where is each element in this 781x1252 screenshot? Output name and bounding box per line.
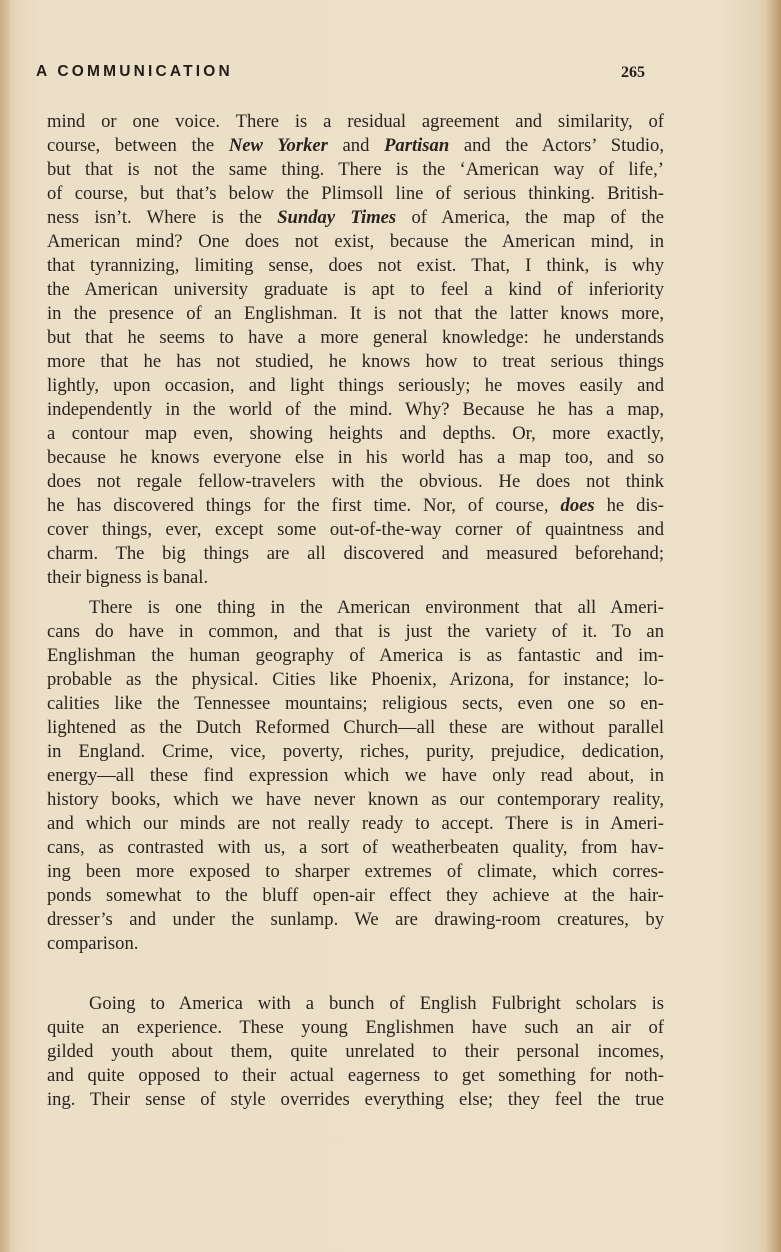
text-line: in the presence of an Englishman. It is not that the latter knows more, (47, 303, 664, 324)
text-line: dresser’s and under the sunlamp. We are drawing-room creatures, by (47, 909, 664, 930)
text-line: ness isn’t. Where is the Sunday Times of America, the map of the (47, 207, 664, 228)
text-line: probable as the physical. Cities like Phoenix, Arizona, for instance; lo- (47, 669, 664, 690)
text-line: more that he has not studied, he knows how to treat serious things (47, 351, 664, 372)
text-line: American mind? One does not exist, because the American mind, in (47, 231, 664, 252)
text-line: independently in the world of the mind. Why? Because he has a map, (47, 399, 664, 420)
text-line: There is one thing in the American environment that all Ameri- (89, 597, 664, 618)
text-line: but that he seems to have a more general knowledge: he understands (47, 327, 664, 348)
text-line: calities like the Tennessee mountains; religious sects, even one so en- (47, 693, 664, 714)
text-line: comparison. (47, 933, 139, 954)
page-number: 265 (621, 64, 645, 81)
italic-title: New Yorker (228, 135, 328, 156)
text-line: and quite opposed to their actual eagerness to get something for noth- (47, 1065, 664, 1086)
text-line: a contour map even, showing heights and depths. Or, more exactly, (47, 423, 664, 444)
text-line: their bigness is banal. (47, 567, 209, 588)
text-line: cans, as contrasted with us, a sort of weatherbeaten quality, from hav- (47, 837, 664, 858)
text-line: energy—all these find expression which we have only read about, in (47, 765, 664, 786)
page-right-edge (767, 0, 781, 1252)
text-line: cover things, ever, except some out-of-the-way corner of quaintness and (47, 519, 664, 540)
text-line: course, between the New Yorker and Partisan and the Actors’ Studio, (47, 135, 664, 156)
text-line: lightened as the Dutch Reformed Church—all these are without parallel (47, 717, 664, 738)
text-line: charm. The big things are all discovered and measured beforehand; (47, 543, 664, 564)
running-title: A COMMUNICATION (36, 63, 233, 80)
text-line: quite an experience. These young Englishmen have such an air of (47, 1017, 664, 1038)
text-line: the American university graduate is apt to feel a kind of inferiority (47, 279, 664, 300)
text-line: ponds somewhat to the bluff open-air effect they achieve at the hair- (47, 885, 664, 906)
text-line: ing. Their sense of style overrides everything else; they feel the true (47, 1089, 664, 1110)
text-line: cans do have in common, and that is just the variety of it. To an (47, 621, 664, 642)
text-line: ing been more exposed to sharper extremes of climate, which corres- (47, 861, 664, 882)
text-line: does not regale fellow-travelers with the obvious. He does not think (47, 471, 664, 492)
italic-emphasis: does (560, 495, 595, 516)
text-line: lightly, upon occasion, and light things seriously; he moves easily and (47, 375, 664, 396)
italic-title: Sunday Times (277, 207, 397, 228)
text-line: he has discovered things for the first time. Nor, of course, does he dis- (47, 495, 664, 516)
text-line: mind or one voice. There is a residual agreement and similarity, of (47, 111, 664, 132)
text-line: Englishman the human geography of America is as fantastic and im- (47, 645, 664, 666)
text-line: of course, but that’s below the Plimsoll line of serious thinking. British- (47, 183, 664, 204)
text-line: history books, which we have never known as our contemporary reality, (47, 789, 664, 810)
text-line: and which our minds are not really ready to accept. There is in Ameri- (47, 813, 664, 834)
text-line: but that is not the same thing. There is the ‘American way of life,’ (47, 159, 664, 180)
italic-title: Partisan (384, 135, 450, 156)
text-line: because he knows everyone else in his world has a map too, and so (47, 447, 664, 468)
text-line: gilded youth about them, quite unrelated to their personal incomes, (47, 1041, 664, 1062)
text-line: Going to America with a bunch of English Fulbright scholars is (89, 993, 664, 1014)
text-line: that tyrannizing, limiting sense, does not exist. That, I think, is why (47, 255, 664, 276)
page-left-edge (0, 0, 10, 1252)
text-line: in England. Crime, vice, poverty, riches, purity, prejudice, dedication, (47, 741, 664, 762)
